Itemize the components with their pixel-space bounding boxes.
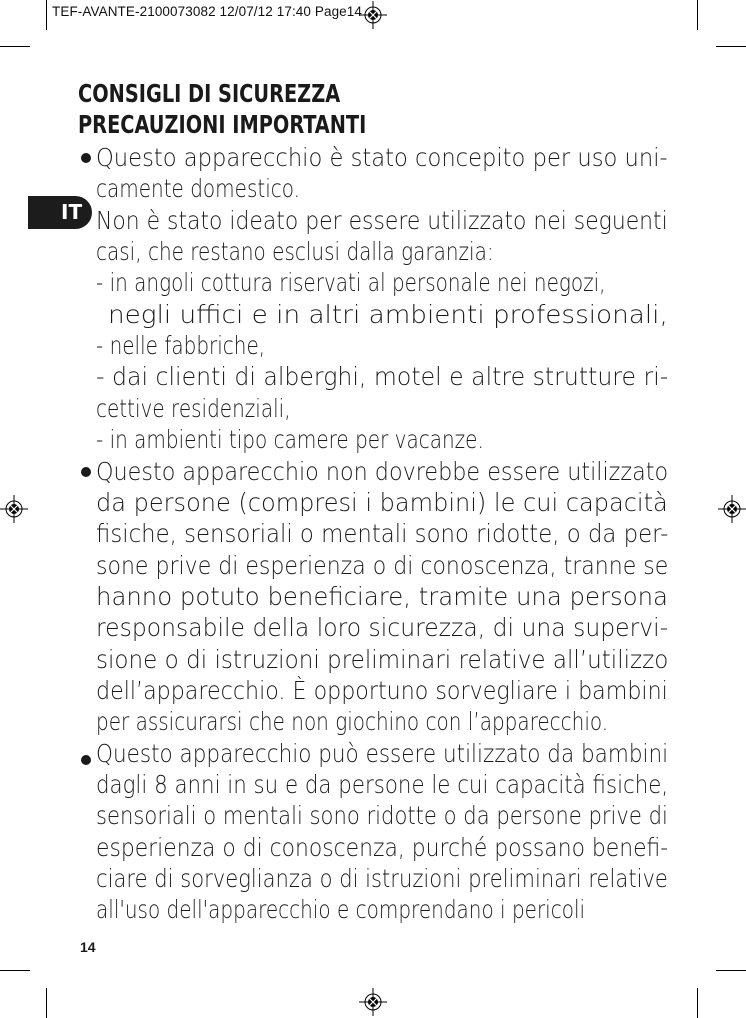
crop-mark <box>0 46 30 47</box>
crop-mark <box>716 970 746 971</box>
text-line: Non è stato ideato per essere utilizzato nei seguenti <box>96 205 668 235</box>
text-line: sensoriali o mentali sono ridotte o da persone prive di <box>96 801 668 831</box>
crop-mark <box>0 970 30 971</box>
text-line: - dai clienti di alberghi, motel e altre strutture ri- <box>96 362 669 392</box>
crop-mark <box>46 988 47 1018</box>
text-line: sione o di istruzioni preliminari relative all’utilizzo <box>96 644 669 674</box>
print-slug: TEF-AVANTE-2100073082 12/07/12 17:40 Page14 <box>52 4 363 19</box>
text-line: all'uso dell'apparecchio e comprendano i pericoli <box>96 895 586 925</box>
heading-line: PRECAUZIONI IMPORTANTI <box>78 110 367 139</box>
text-line: - in angoli cottura riservati al personale nei negozi, <box>96 268 606 298</box>
crop-mark <box>716 46 746 47</box>
text-line: responsabile della loro sicurezza, di una supervi- <box>96 613 669 643</box>
crop-mark <box>46 0 47 30</box>
text-line: esperienza o di conoscenza, purché possano benefi- <box>96 832 669 862</box>
text-line: camente domestico. <box>96 174 300 204</box>
text-line: Questo apparecchio non dovrebbe essere utilizzato <box>96 456 669 486</box>
text-line: dagli 8 anni in su e da persone le cui capacità fisiche, <box>96 770 669 799</box>
text-line: - in ambienti tipo camere per vacanze. <box>96 425 484 455</box>
registration-mark-icon <box>359 1 387 29</box>
section-heading <box>78 78 366 140</box>
registration-mark-icon <box>718 495 746 523</box>
text-line: ciare di sorveglianza o di istruzioni preliminari relative <box>96 864 668 894</box>
crop-mark <box>697 988 698 1018</box>
bullet-icon <box>81 153 91 163</box>
text-line: Questo apparecchio può essere utilizzato da bambini <box>96 738 669 768</box>
text-line: fisiche, sensoriali o mentali sono ridotte, o da per- <box>96 519 669 549</box>
registration-mark-icon <box>359 988 387 1016</box>
text-line: per assicurarsi che non giochino con l’apparecchio. <box>96 707 609 737</box>
page-number: 14 <box>80 939 96 955</box>
registration-mark-icon <box>0 495 28 523</box>
text-line: negli uffici e in altri ambienti professionali, <box>108 299 668 329</box>
text-line: cettive residenziali, <box>96 393 291 423</box>
text-line: casi, che restano esclusi dalla garanzia: <box>96 237 494 267</box>
language-tab: IT <box>28 196 92 229</box>
text-line: Questo apparecchio è stato concepito per uso uni- <box>96 143 668 172</box>
bullet-icon <box>81 467 91 477</box>
crop-mark <box>697 0 698 30</box>
text-line: - nelle fabbriche, <box>96 331 266 361</box>
text-line: dell’apparecchio. È opportuno sorvegliare i bambini <box>96 675 668 705</box>
text-line: da persone (compresi i bambini) le cui capacità <box>96 487 668 517</box>
heading-line: CONSIGLI DI SICUREZZA <box>78 79 341 108</box>
bullet-icon <box>81 755 91 765</box>
text-line: hanno potuto beneficiare, tramite una persona <box>96 581 668 611</box>
text-line: sone prive di esperienza o di conoscenza, tranne se <box>96 550 669 580</box>
